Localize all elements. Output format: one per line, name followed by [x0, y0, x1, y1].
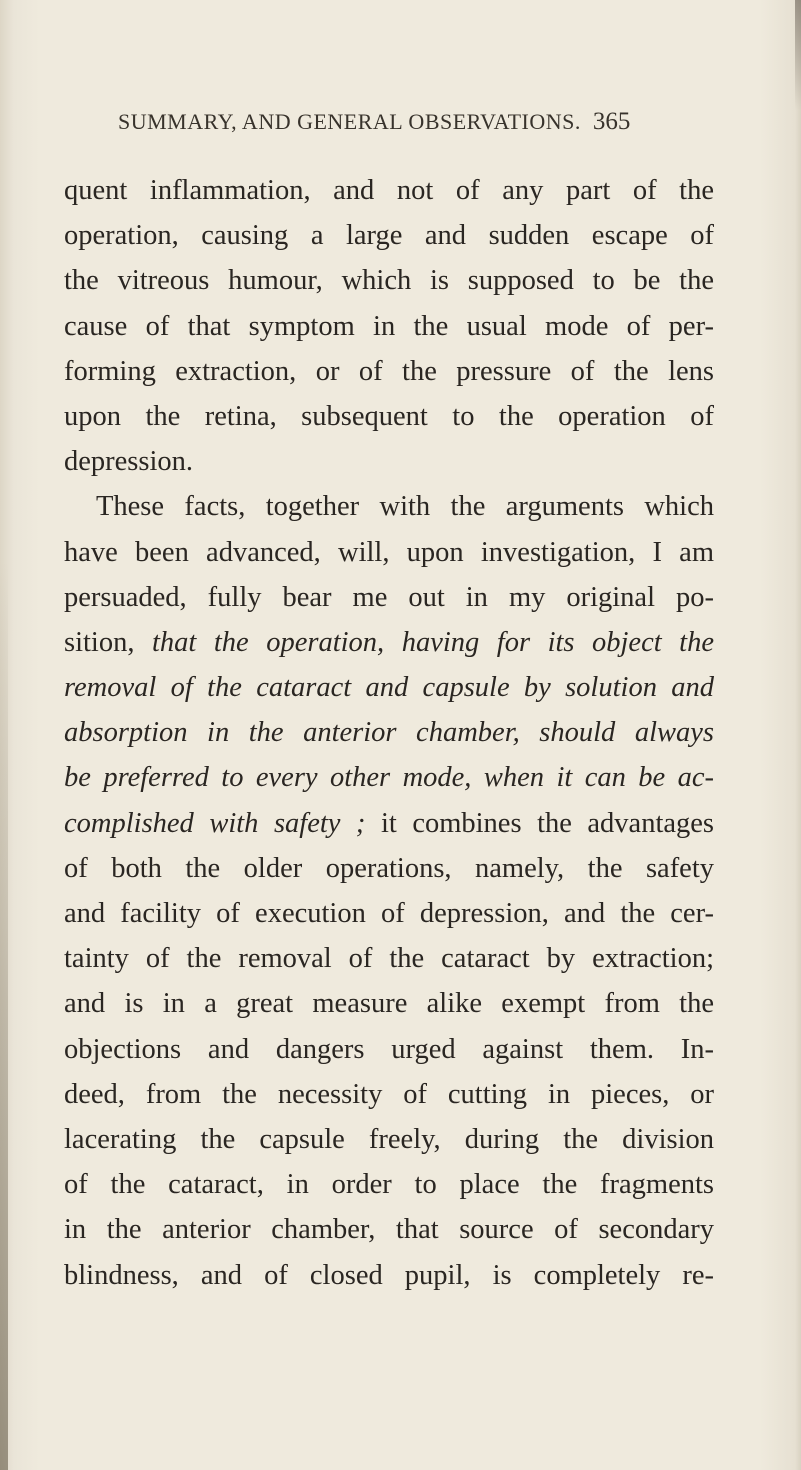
text-line: lacerating the capsule freely, during the division [64, 1123, 714, 1155]
text-line: and facility of execution of depression, and the cer- [64, 898, 714, 929]
gutter-shadow [0, 560, 8, 1470]
text-line: tainty of the removal of the cataract by extraction; [64, 943, 714, 975]
text-span: sition, [64, 626, 135, 658]
text-line: persuaded, fully bear me out in my original po- [64, 581, 714, 613]
text-line: cause of that symptom in the usual mode of per- [64, 310, 714, 342]
italic-text-span: complished with safety ; [64, 807, 366, 839]
text-line: forming extraction, or of the pressure of the lens [64, 355, 714, 387]
text-line-mixed [64, 620, 714, 665]
text-span: it combines the advantages [380, 807, 715, 839]
italic-text-line: removal of the cataract and capsule by solution and [64, 672, 714, 704]
text-line: upon the retina, subsequent to the operation of [64, 400, 714, 432]
text-line: of the cataract, in order to place the fragments [64, 1169, 714, 1201]
text-line: blindness, and of closed pupil, is completely re- [64, 1259, 714, 1291]
text-line: quent inflammation, and not of any part of the [64, 175, 714, 206]
text-line-paragraph-end: depression. [64, 446, 194, 478]
page-edge-mark [795, 0, 801, 110]
italic-text-span: that the operation, having for its object the [152, 626, 714, 658]
page-number: 365 [592, 108, 631, 135]
text-line: have been advanced, will, upon investigation, I am [64, 536, 714, 568]
text-line: the vitreous humour, which is supposed to be the [64, 265, 714, 297]
body-text [64, 168, 714, 1298]
running-header [118, 108, 678, 144]
italic-text-line: absorption in the anterior chamber, should always [64, 717, 714, 749]
running-header-title: SUMMARY, AND GENERAL OBSERVATIONS. [118, 109, 581, 134]
text-line-mixed [64, 801, 714, 846]
text-line-paragraph-start: These facts, together with the arguments which [96, 491, 714, 523]
text-line: operation, causing a large and sudden escape of [64, 220, 714, 252]
italic-text-line: be preferred to every other mode, when it can be ac- [64, 762, 714, 794]
text-line: of both the older operations, namely, the safety [64, 852, 714, 884]
text-line: objections and dangers urged against them. In- [64, 1033, 714, 1065]
text-line: and is in a great measure alike exempt from the [64, 988, 714, 1020]
text-line: deed, from the necessity of cutting in pieces, or [64, 1078, 714, 1110]
text-line: in the anterior chamber, that source of secondary [64, 1214, 714, 1246]
